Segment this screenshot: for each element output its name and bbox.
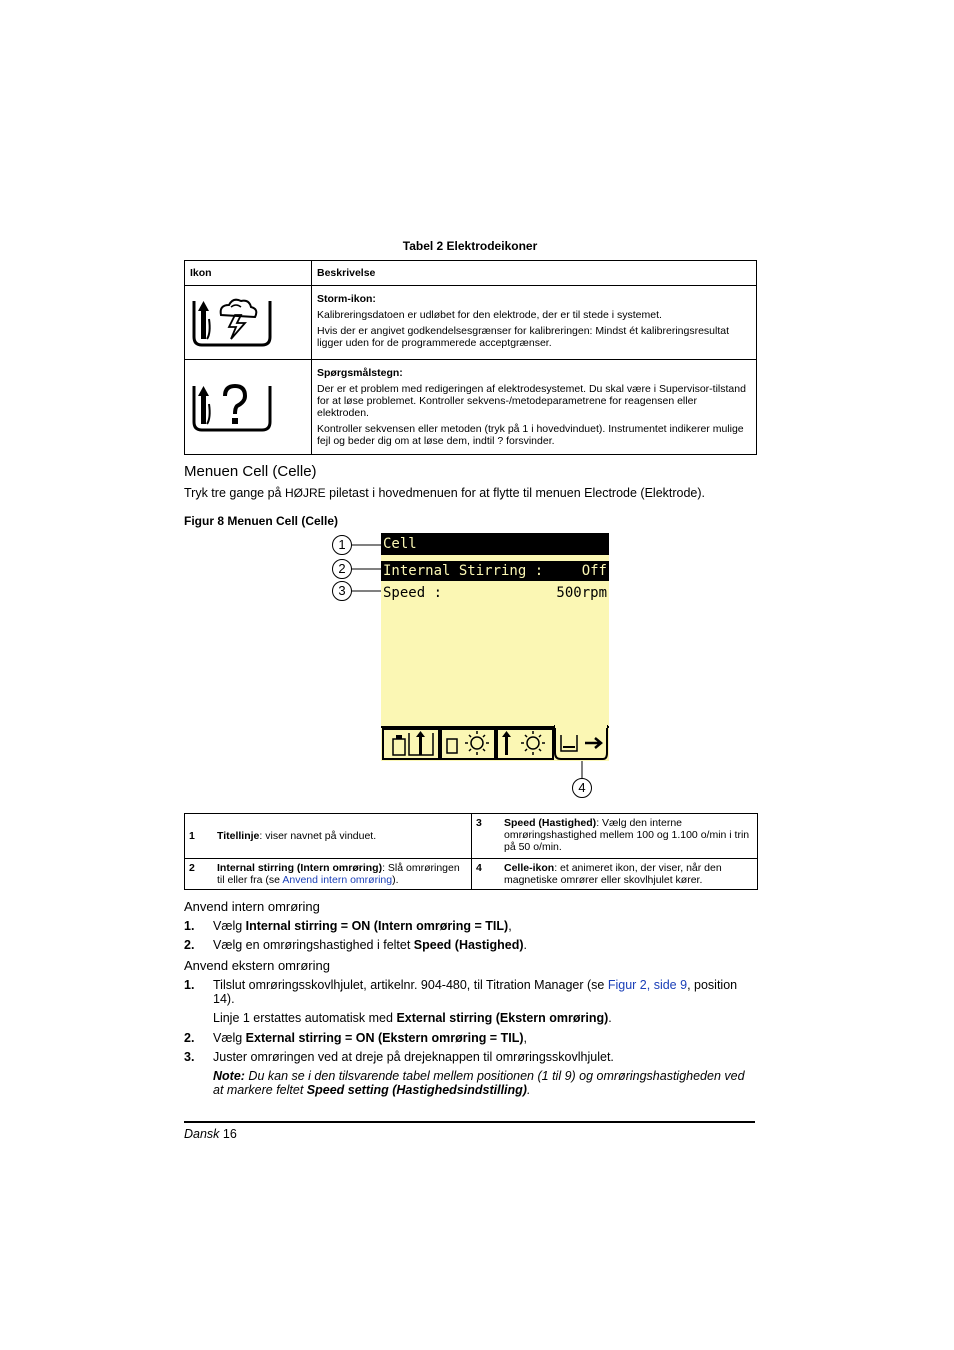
step-text: Tilslut omrøringsskovlhjulet, artikelnr. 904-480, til Titration Manager (se bbox=[213, 978, 608, 992]
legend-text-4 bbox=[500, 859, 758, 890]
footer-rule bbox=[184, 1121, 755, 1123]
external-step-1 bbox=[184, 978, 756, 1025]
header-description: Beskrivelse bbox=[312, 261, 757, 286]
internal-step-2 bbox=[184, 938, 756, 952]
step-number: 2. bbox=[184, 1031, 195, 1045]
legend-term-1: Titellinje bbox=[217, 830, 260, 842]
footer-language: Dansk bbox=[184, 1127, 220, 1141]
legend-num-2: 2 bbox=[185, 859, 214, 890]
speed-value: 500rpm bbox=[556, 585, 607, 601]
table-row bbox=[185, 814, 758, 859]
link-anvend-intern-omroring[interactable]: Anvend intern omrøring bbox=[282, 874, 393, 886]
external-note bbox=[184, 1069, 756, 1097]
tab-sun-bottle[interactable] bbox=[441, 729, 495, 759]
legend-num-4: 4 bbox=[472, 859, 501, 890]
note-text-post: . bbox=[526, 1083, 531, 1097]
step-bold: Speed (Hastighed) bbox=[413, 938, 524, 952]
legend-term-2: Internal stirring (Intern omrøring) bbox=[217, 862, 383, 874]
storm-paragraph-2: Hvis der er angivet godkendelsesgrænser for kalibreringen: Mindst ét kalibreringsresultat ligger uden for de programmerede acceptgrænser. bbox=[317, 325, 730, 349]
intro-key: HØJRE bbox=[284, 486, 326, 500]
section-title: Menuen Cell (Celle) bbox=[184, 463, 317, 480]
step-text: Vælg bbox=[213, 919, 246, 933]
note-bold: Speed setting (Hastighedsindstilling) bbox=[306, 1083, 527, 1097]
tab-sun-electrode[interactable] bbox=[497, 729, 553, 759]
step-text-post: , position 14). bbox=[213, 978, 738, 1006]
link-figur-2[interactable]: Figur 2, side 9 bbox=[607, 978, 688, 992]
legend-desc-1: : viser navnet på vinduet. bbox=[259, 830, 377, 842]
step-subtext-bold: External stirring (Ekstern omrøring) bbox=[396, 1011, 609, 1025]
legend-term-3: Speed (Hastighed) bbox=[504, 817, 597, 829]
step-subtext-post: . bbox=[608, 1011, 612, 1025]
callout-1: 1 bbox=[332, 535, 352, 555]
callout-2: 2 bbox=[332, 559, 352, 579]
step-subtext: Linje 1 erstattes automatisk med bbox=[213, 1011, 397, 1025]
step-text: Vælg en omrøringshastighed i feltet bbox=[213, 938, 414, 952]
step-text: Juster omrøringen ved at dreje på drejeknappen til omrøringsskovlhjulet. bbox=[213, 1050, 614, 1064]
step-bold: External stirring = ON (Ekstern omrøring = TIL) bbox=[245, 1031, 524, 1045]
step-text-post: . bbox=[523, 938, 528, 952]
step-number: 1. bbox=[184, 978, 195, 992]
legend-text-2 bbox=[213, 859, 472, 890]
legend-text-3 bbox=[500, 814, 758, 859]
page-number: 16 bbox=[222, 1127, 237, 1141]
speed-label: Speed : bbox=[383, 585, 443, 601]
table-row bbox=[185, 859, 758, 890]
question-paragraph-1: Der er et problem med redigeringen af elektrodesystemet. Du skal være i Supervisor-tilstand for at løse problemet. Kontroller sekvens-/metodeparametrene for reagensen eller elektroden. bbox=[317, 383, 746, 419]
cell-menu-screen bbox=[381, 533, 609, 761]
page-footer bbox=[184, 1127, 237, 1141]
external-step-3 bbox=[184, 1050, 756, 1064]
internal-stirring-row[interactable] bbox=[381, 561, 609, 581]
storm-title: Storm-ikon: bbox=[317, 293, 376, 305]
screen-title-bar: Cell bbox=[381, 533, 609, 555]
storm-paragraph-1: Kalibreringsdatoen er udløbet for den elektrode, der er til stede i systemet. bbox=[317, 309, 662, 321]
intro-text-post: piletast i hovedmenuen for at flytte til menuen Electrode (Elektrode). bbox=[325, 486, 706, 500]
external-step-2 bbox=[184, 1031, 756, 1045]
callout-3: 3 bbox=[332, 581, 352, 601]
note-label: Note: bbox=[213, 1069, 245, 1083]
legend-desc-2: : Slå omrøringen til eller fra (se bbox=[217, 862, 460, 886]
tab-bottle-electrode[interactable] bbox=[383, 729, 439, 759]
legend-desc-2-after: ). bbox=[392, 874, 399, 886]
note-text: Du kan se i den tilsvarende tabel mellem positionen (1 til 9) og omrøringshastigheden ved at markere feltet bbox=[213, 1069, 745, 1097]
step-number: 3. bbox=[184, 1050, 195, 1064]
legend-desc-3: : Vælg den interne omrøringshastighed mellem 100 og 1.100 o/min i trin på 50 o/min. bbox=[504, 817, 750, 853]
step-text: Vælg bbox=[213, 1031, 246, 1045]
legend-desc-4: : et animeret ikon, der viser, når den magnetiske omrører eller skovlhjulet kører. bbox=[504, 862, 722, 886]
tab-cell-active[interactable] bbox=[555, 725, 607, 759]
intro-text-pre: Tryk tre gange på bbox=[184, 486, 285, 500]
internal-stirring-value: Off bbox=[581, 563, 607, 579]
callout-4: 4 bbox=[572, 778, 592, 798]
internal-stirring-label: Internal Stirring : bbox=[383, 563, 544, 579]
legend-term-4: Celle-ikon bbox=[504, 862, 555, 874]
step-text-post: , bbox=[523, 1031, 527, 1045]
legend-num-1: 1 bbox=[185, 814, 214, 859]
step-number: 1. bbox=[184, 919, 195, 933]
figure-caption: Figur 8 Menuen Cell (Celle) bbox=[184, 514, 339, 528]
external-stirring-heading: Anvend ekstern omrøring bbox=[184, 958, 330, 973]
header-icon: Ikon bbox=[185, 261, 312, 286]
step-number: 2. bbox=[184, 938, 195, 952]
legend-num-3: 3 bbox=[472, 814, 501, 859]
speed-row[interactable] bbox=[381, 583, 609, 603]
internal-stirring-heading: Anvend intern omrøring bbox=[184, 899, 320, 914]
internal-step-1 bbox=[184, 919, 756, 933]
table-caption: Tabel 2 Elektrodeikoner bbox=[402, 239, 538, 253]
question-paragraph-2: Kontroller sekvensen eller metoden (tryk på 1 i hovedvinduet). Instrumentet indikerer mulige fejl og beder dig om at løse dem, indtil ? forsvinder. bbox=[317, 423, 744, 447]
menu-tab-strip bbox=[381, 725, 609, 761]
figure-legend-table bbox=[184, 813, 758, 890]
step-bold: Internal stirring = ON (Intern omrøring = TIL) bbox=[245, 919, 509, 933]
step-text-post: , bbox=[508, 919, 512, 933]
question-title: Spørgsmålstegn: bbox=[317, 367, 403, 379]
legend-text-1 bbox=[213, 814, 472, 859]
